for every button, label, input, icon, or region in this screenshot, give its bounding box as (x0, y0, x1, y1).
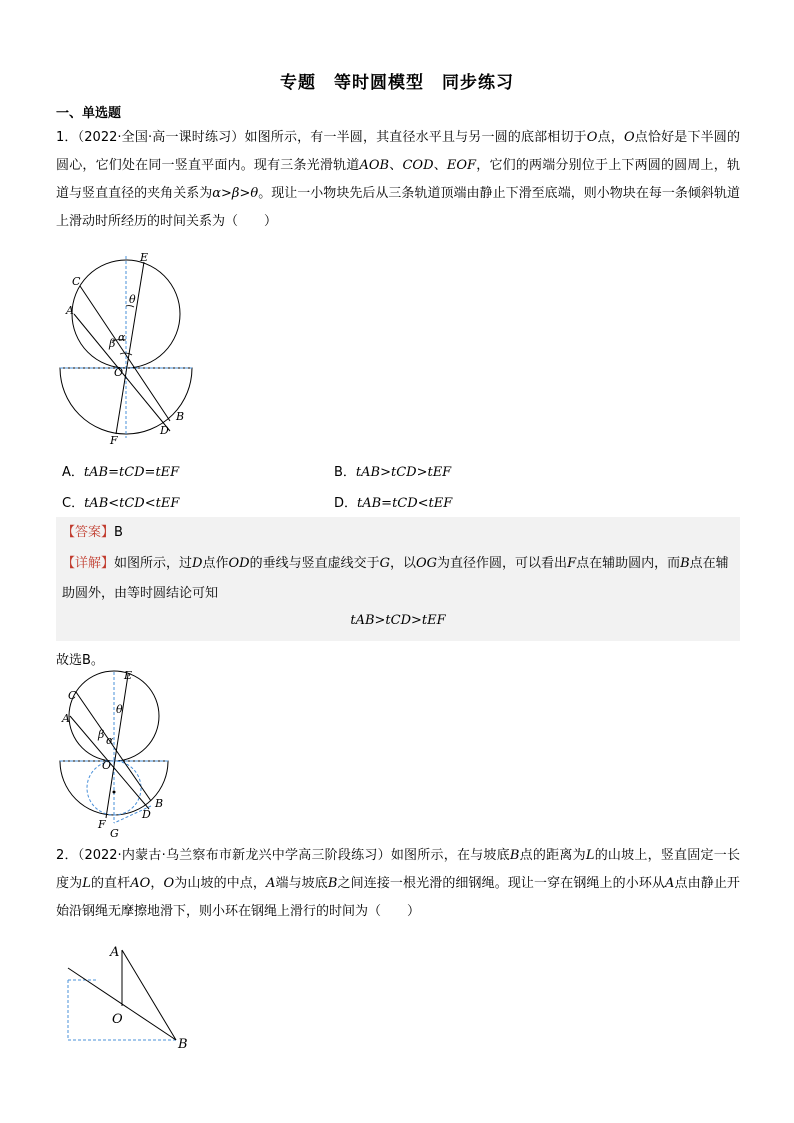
fig1-label: A (66, 304, 74, 317)
answer-equation: tAB>tCD>tEF (350, 613, 446, 628)
option-text: tAB>tCD>tEF (355, 465, 452, 480)
q1-source: （2022·全国·高一课时练习） (77, 130, 245, 145)
fig2-label: O (102, 759, 112, 772)
q1-var: EOF (446, 158, 477, 173)
option-label: B． (334, 465, 356, 480)
option-text: tAB=tCD<tEF (357, 496, 453, 511)
option-c[interactable] (62, 492, 179, 511)
fig1-label: θ (129, 293, 136, 306)
detail-text: 点作 (202, 556, 229, 571)
q2-var: B (509, 848, 520, 863)
fig1-label: F (110, 434, 118, 447)
fig2-label: E (124, 669, 133, 682)
q2-var: A (265, 876, 276, 891)
q1-relation: α>β>θ (212, 186, 259, 201)
detail-var: D (192, 556, 203, 571)
fig1-label: E (140, 251, 149, 264)
q2-text: 如图所示，在与坡底 (390, 848, 510, 863)
option-b[interactable] (334, 461, 451, 480)
option-d[interactable] (334, 492, 452, 511)
q2-text: 的直杆 (90, 876, 131, 891)
fig2-label: C (68, 689, 77, 702)
detail-text: ，以 (389, 556, 416, 571)
detail-text: 点在辅助圆内，而 (576, 556, 681, 571)
detail-var: G (379, 556, 390, 571)
q1-text: 点恰好是下半圆的圆心，它们处在同一竖直平面内。现有三条光滑轨道 (56, 130, 740, 173)
q2-var: A (665, 876, 675, 891)
q1-text: 、 (389, 158, 403, 173)
detail-text: 为直径作圆，可以看出 (437, 556, 568, 571)
q1-text: 点， (597, 130, 624, 145)
fig2-label: F (98, 818, 106, 831)
detail-text: 如图所示，过 (114, 556, 193, 571)
fig2-label: β (98, 728, 105, 741)
q2-text: 点的距离为 (519, 848, 586, 863)
q2-text: 之间连接一根光滑的细钢绳。现让一穿在钢绳上的小环从 (337, 876, 666, 891)
q1-var: O (586, 130, 598, 145)
answer-value: B (114, 525, 123, 540)
q2-source: （2022·内蒙古·乌兰察布市新龙兴中学高三阶段练习） (77, 848, 391, 863)
detail-var: B (680, 556, 690, 571)
answer-detail (62, 549, 734, 609)
option-a[interactable] (62, 461, 179, 480)
figure-2-diagram (52, 668, 182, 840)
q2-text: 端与坡底 (275, 876, 328, 891)
figure-1-diagram (52, 248, 212, 448)
figure-3-diagram (60, 938, 200, 1053)
q2-var: L (585, 848, 595, 863)
q2-var: B (327, 876, 338, 891)
q2-text: 为山坡的中点， (174, 876, 266, 891)
q1-text: 如图所示，有一半圆，其直径水平且与另一圆的底部相切于 (244, 130, 587, 145)
q1-text: ，它们的两端分别位于上下两圆的圆周上，轨道与竖直直径的夹角关系为 (56, 158, 740, 201)
question-2 (56, 842, 740, 926)
q2-var: O (163, 876, 175, 891)
detail-var: OD (228, 556, 250, 571)
detail-text: 的垂线与竖直虚线交于 (249, 556, 380, 571)
fig2-label: D (142, 808, 151, 821)
q1-number: 1． (56, 130, 78, 145)
fig3-label: O (112, 1012, 123, 1027)
fig1-label: O (114, 366, 124, 379)
fig2-label: A (62, 712, 70, 725)
detail-var: OG (416, 556, 438, 571)
q2-var: AO (130, 876, 151, 891)
option-label: A． (62, 465, 84, 480)
q1-var: O (623, 130, 635, 145)
fig2-label: G (110, 827, 119, 840)
fig1-label: D (160, 424, 169, 437)
fig1-label: C (72, 275, 81, 288)
q1-text: 。现让一小物块先后从三条轨道顶端由静止下滑至底端，则小物块在每一条倾斜轨道上滑动时所经历的时间关系为（ ） (56, 186, 740, 229)
q1-var: AOB (359, 158, 390, 173)
detail-label: 【详解】 (62, 556, 115, 571)
q2-text: 的山坡上，竖直固定一长度为 (56, 848, 740, 891)
fig2-label: α (106, 734, 114, 747)
answer-line (62, 520, 123, 546)
section-heading: 一、单选题 (56, 106, 122, 121)
q2-text: 点由静止开始沿钢绳无摩擦地滑下，则小环在钢绳上滑行的时间为（ ） (56, 876, 740, 919)
q2-text: ， (150, 876, 164, 891)
fig1-label: B (176, 410, 185, 423)
conclusion: 故选B。 (56, 653, 104, 668)
q1-var: COD (402, 158, 434, 173)
page-title: 专题 等时圆模型 同步练习 (280, 73, 514, 93)
fig3-label: B (178, 1037, 188, 1052)
fig1-label: β (109, 337, 116, 350)
option-label: C． (62, 496, 85, 511)
question-1 (56, 124, 740, 236)
option-text: tAB<tCD<tEF (84, 496, 180, 511)
detail-var: F (567, 556, 577, 571)
detail-text: 点在辅助圆外，由等时圆结论可知 (62, 556, 729, 601)
q2-var: L (82, 876, 91, 891)
option-text: tAB=tCD=tEF (83, 465, 180, 480)
option-label: D． (334, 496, 358, 511)
answer-label: 【答案】 (62, 525, 115, 540)
fig2-label: θ (116, 703, 123, 716)
q2-number: 2． (56, 848, 78, 863)
fig3-label: A (110, 945, 120, 960)
fig2-label: B (155, 797, 164, 810)
fig1-label: α (118, 331, 126, 344)
q1-text: 、 (433, 158, 447, 173)
